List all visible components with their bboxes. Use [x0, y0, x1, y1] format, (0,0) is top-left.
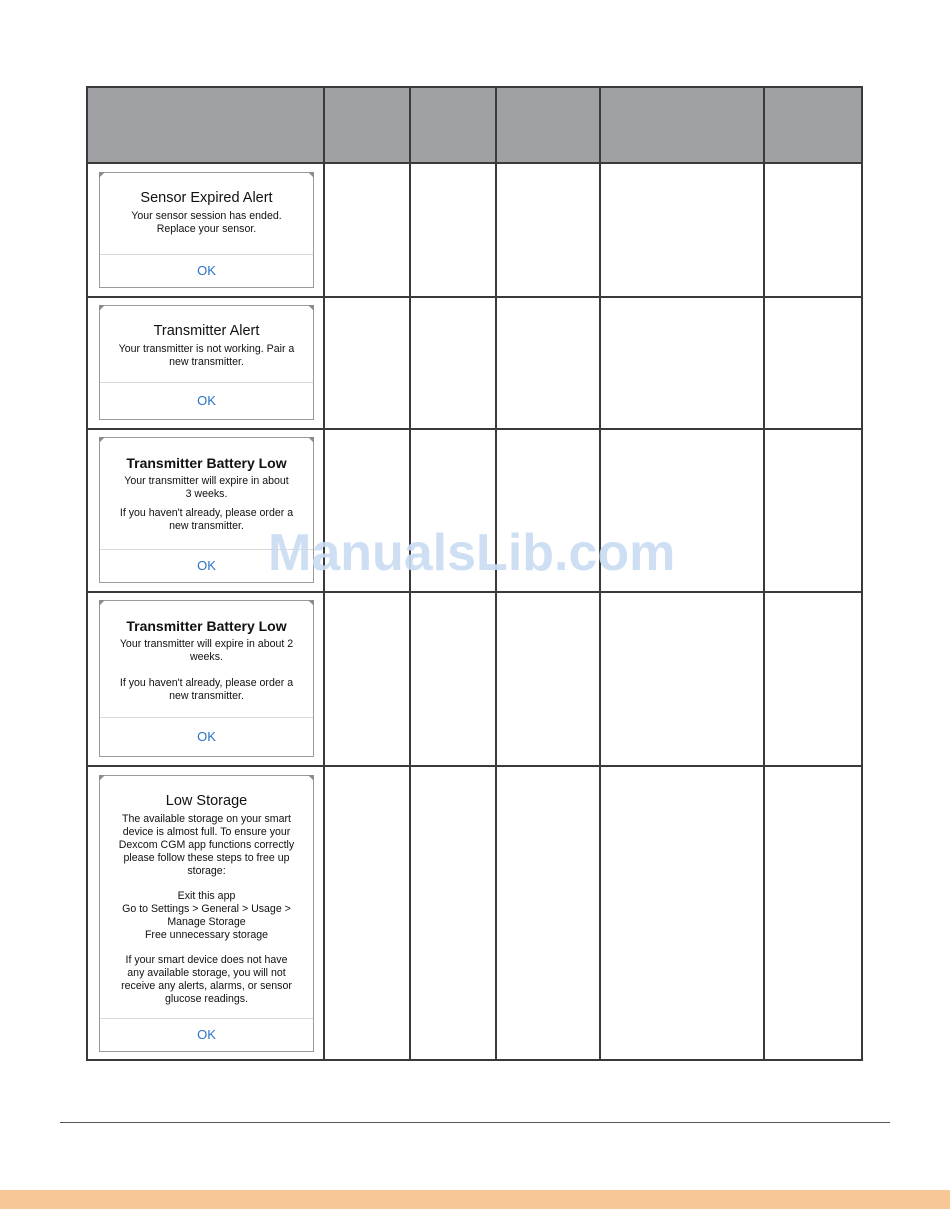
- table-row: [88, 593, 861, 765]
- alert-line: If you haven't already, please order a: [119, 507, 294, 519]
- alert-line: If you haven't already, please order a: [119, 677, 294, 689]
- alert-line: any available storage, you will not: [127, 967, 286, 979]
- alert-message: [100, 343, 313, 369]
- alert-line: Your transmitter will expire in about: [124, 475, 289, 487]
- alert-line: Your transmitter will expire in about 2: [119, 638, 294, 650]
- table-row: [88, 767, 861, 1059]
- alert-line: The available storage on your smart: [122, 813, 291, 825]
- alert-line: weeks.: [190, 651, 223, 663]
- table-row: [88, 298, 861, 428]
- alert-line: receive any alerts, alarms, or sensor: [121, 980, 292, 992]
- alert-body: [100, 306, 313, 369]
- ok-button[interactable]: OK: [100, 254, 313, 287]
- alert-message: [100, 638, 313, 703]
- alert-screenshot: [99, 305, 314, 420]
- alert-title: Low Storage: [165, 793, 248, 809]
- alert-screenshot: [99, 172, 314, 288]
- alert-line: new transmitter.: [169, 690, 244, 702]
- alert-line: new transmitter.: [169, 520, 244, 532]
- alert-line: device is almost full. To ensure your: [122, 826, 291, 838]
- alert-line: Dexcom CGM app functions correctly: [118, 839, 295, 851]
- alert-title: Transmitter Battery Low: [126, 618, 287, 634]
- ok-button[interactable]: OK: [100, 549, 313, 582]
- alert-line: Exit this app: [177, 890, 236, 902]
- alert-message: [100, 813, 313, 1006]
- alert-body: [100, 438, 313, 533]
- alert-line: If your smart device does not have: [125, 954, 288, 966]
- watermark: ManualsLib.com: [268, 524, 676, 582]
- alert-line: Go to Settings > General > Usage >: [122, 903, 291, 915]
- alert-body: [100, 173, 313, 236]
- alert-line: new transmitter.: [169, 356, 244, 368]
- alert-body: [100, 776, 313, 1006]
- alert-body: [100, 601, 313, 703]
- ok-button[interactable]: OK: [100, 717, 313, 756]
- alert-line: Manage Storage: [167, 916, 246, 928]
- alert-line: Your sensor session has ended.: [131, 210, 282, 222]
- alert-title: Sensor Expired Alert: [140, 190, 273, 206]
- table-row: [88, 164, 861, 296]
- alert-title: Transmitter Alert: [153, 323, 260, 339]
- alert-line: glucose readings.: [164, 993, 249, 1005]
- alert-line: please follow these steps to free up: [123, 852, 290, 864]
- alert-line: Free unnecessary storage: [144, 929, 269, 941]
- table-header: [88, 88, 861, 164]
- alert-line: 3 weeks.: [185, 488, 228, 500]
- alert-screenshot: [99, 600, 314, 757]
- alert-line: storage:: [187, 865, 226, 877]
- footer-rule: [60, 1122, 890, 1123]
- alert-line: Your transmitter is not working. Pair a: [118, 343, 295, 355]
- alert-screenshot: [99, 775, 314, 1052]
- ok-button[interactable]: OK: [100, 1018, 313, 1051]
- alert-title: Transmitter Battery Low: [126, 455, 287, 471]
- footer-bar: [0, 1190, 950, 1209]
- alert-message: [100, 210, 313, 236]
- alert-line: Replace your sensor.: [156, 223, 257, 235]
- ok-button[interactable]: OK: [100, 382, 313, 419]
